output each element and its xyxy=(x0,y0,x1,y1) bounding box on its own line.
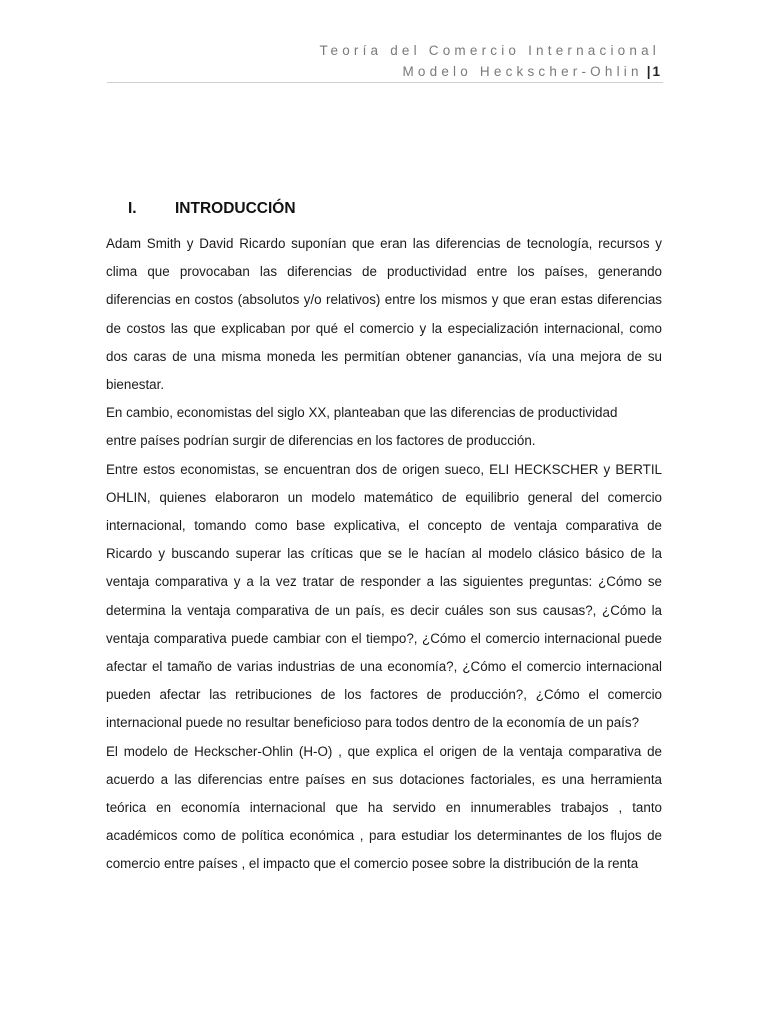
page-number: 1 xyxy=(652,64,660,79)
header-divider xyxy=(107,82,663,83)
paragraph: Adam Smith y David Ricardo suponían que eran las diferencias de tecnología, recursos y clima que provocaban las diferencias de productividad entre los países, generando diferencias en costos (absolutos y/o relativos) entre los mismos y que eran estas diferencias de costos las que explicaban por qué el comercio y la especialización internacional, como dos caras de una misma moneda les permitían obtener ganancias, vía una mejora de su bienestar. xyxy=(106,236,662,393)
header-subtitle: Modelo Heckscher-Ohlin xyxy=(402,64,643,79)
paragraph: entre países podrían surgir de diferencias en los factores de producción. xyxy=(106,433,536,449)
running-header xyxy=(320,40,660,82)
paragraph: En cambio, economistas del siglo XX, planteaban que las diferencias de productividad xyxy=(106,405,618,421)
section-heading xyxy=(128,200,296,218)
section-number: I. xyxy=(128,200,137,217)
header-subtitle-line xyxy=(320,61,660,82)
header-title: Teoría del Comercio Internacional xyxy=(319,43,660,58)
paragraph: El modelo de Heckscher-Ohlin (H-O) , que explica el origen de la ventaja comparativa de acuerdo a las diferencias entre países en sus dotaciones factoriales, es una herramienta teórica en economía internacional que ha servido en innumerables trabajos , tanto académicos como de política económica , para estudiar los determinantes de los flujos de comercio entre países , el impacto que el comercio posee sobre la distribución de la renta xyxy=(106,743,662,872)
section-title: INTRODUCCIÓN xyxy=(175,200,296,217)
body-text xyxy=(106,230,662,879)
paragraph: Entre estos economistas, se encuentran dos de origen sueco, ELI HECKSCHER y BERTIL OHLIN, quienes elaboraron un modelo matemático de equilibrio general del comercio internacional, tomando como base explicativa, el concepto de ventaja comparativa de Ricardo y buscando superar las críticas que se le hacían al modelo clásico básico de la ventaja comparativa y a la vez tratar de responder a las siguientes preguntas: ¿Cómo se determina la ventaja comparativa de un país, es decir cuáles son sus causas?, ¿Cómo la ventaja comparativa puede cambiar con el tiempo?, ¿Cómo el comercio internacional puede afectar el tamaño de varias industrias de una economía?, ¿Cómo el comercio internacional pueden afectar las retribuciones de los factores de producción?, ¿Cómo el comercio internacional puede no resultar beneficioso para todos dentro de la economía de un país? xyxy=(106,461,662,731)
header-separator: | xyxy=(646,64,651,79)
